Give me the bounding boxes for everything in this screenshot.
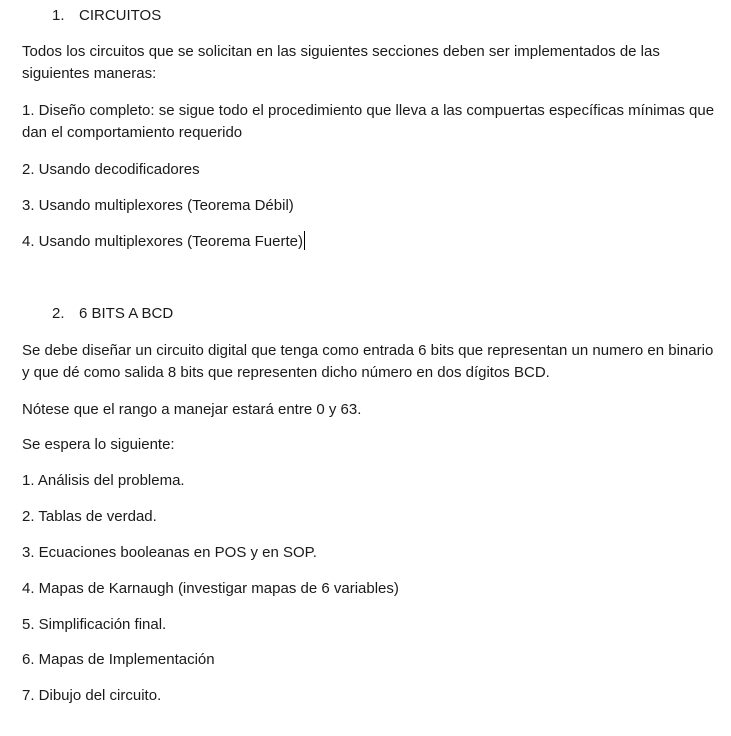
section-1-heading <box>52 7 161 24</box>
section-2-item-7: 7. Dibujo del circuito. <box>22 687 162 704</box>
section-1-title: CIRCUITOS <box>79 7 162 24</box>
section-1-item-3: 3. Usando multiplexores (Teorema Débil) <box>22 197 294 214</box>
section-1-number: 1. <box>52 7 65 24</box>
section-2-item-3: 3. Ecuaciones booleanas en POS y en SOP. <box>22 544 317 561</box>
section-2-title: 6 BITS A BCD <box>79 305 174 322</box>
section-2-range-note: Nótese que el rango a manejar estará entre 0 y 63. <box>22 401 362 418</box>
section-1-item-4 <box>22 231 722 253</box>
section-1-item-2: 2. Usando decodificadores <box>22 161 200 178</box>
section-2-item-5: 5. Simplificación final. <box>22 616 167 633</box>
section-2-item-1: 1. Análisis del problema. <box>22 472 185 489</box>
section-1-item-4-text: 4. Usando multiplexores (Teorema Fuerte) <box>22 233 303 250</box>
section-1-item-1: 1. Diseño completo: se sigue todo el procedimiento que lleva a las compuertas específicas mínimas que dan el comportamiento requerido <box>22 102 715 141</box>
section-2-item-4: 4. Mapas de Karnaugh (investigar mapas de 6 variables) <box>22 580 399 597</box>
section-2-description: Se debe diseñar un circuito digital que tenga como entrada 6 bits que representan un numero en binario y que dé como salida 8 bits que representen dicho número en dos dígitos BCD. <box>22 342 714 381</box>
section-2-heading <box>52 305 173 322</box>
section-2-item-2: 2. Tablas de verdad. <box>22 508 157 525</box>
section-2-expect-label: Se espera lo siguiente: <box>22 436 175 453</box>
section-2-item-6: 6. Mapas de Implementación <box>22 651 215 668</box>
section-1-intro: Todos los circuitos que se solicitan en las siguientes secciones deben ser implementados de las siguientes maneras: <box>22 43 660 82</box>
section-2-number: 2. <box>52 305 65 322</box>
text-cursor <box>304 231 305 250</box>
